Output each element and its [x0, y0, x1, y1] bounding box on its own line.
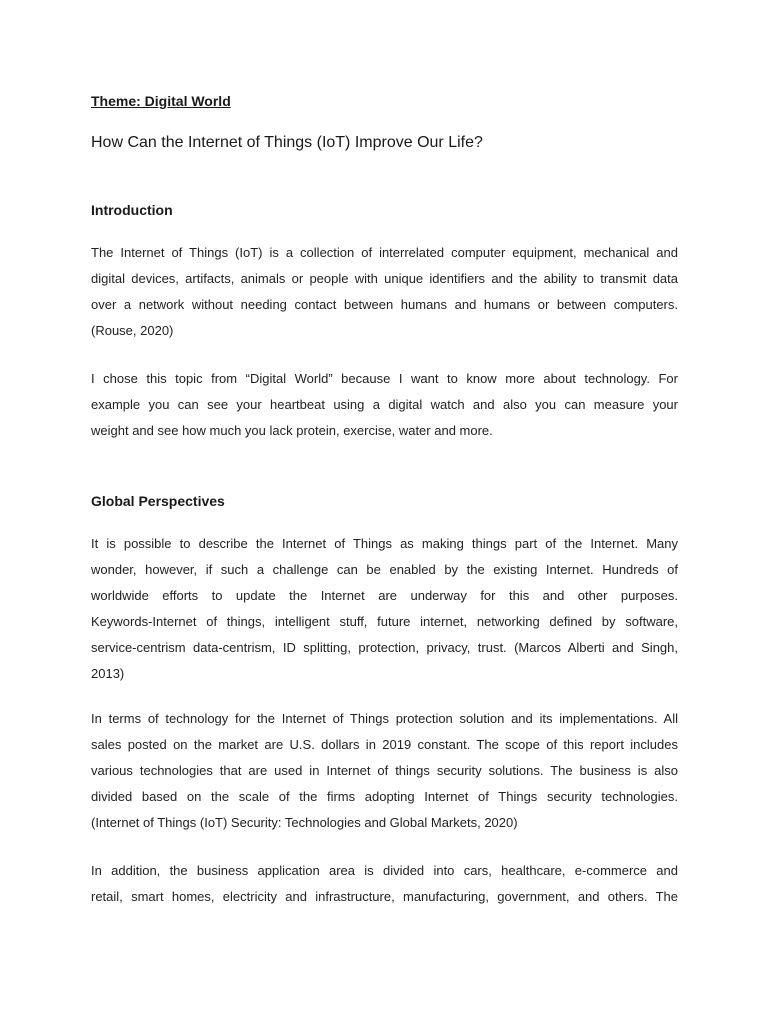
section-heading-global-perspectives: Global Perspectives: [91, 493, 225, 509]
text-line: It is possible to describe the Internet of Things as making things part of the Internet. Many: [91, 536, 678, 551]
section-heading-introduction: Introduction: [91, 202, 173, 218]
text-line: (Internet of Things (IoT) Security: Technologies and Global Markets, 2020): [91, 815, 518, 830]
text-line: sales posted on the market are U.S. dollars in 2019 constant. The scope of this report includes: [91, 737, 678, 752]
paragraph-intro-1: [91, 240, 678, 344]
text-line: service-centrism data-centrism, ID splitting, protection, privacy, trust. (Marcos Alberti and Singh,: [91, 640, 678, 655]
text-line: retail, smart homes, electricity and infrastructure, manufacturing, government, and others. The: [91, 889, 678, 904]
text-line: worldwide efforts to update the Internet are underway for this and other purposes.: [91, 588, 678, 603]
text-line: divided based on the scale of the firms adopting Internet of Things security technologies.: [91, 789, 678, 804]
paragraph-global-2: [91, 706, 678, 836]
text-line: The Internet of Things (IoT) is a collection of interrelated computer equipment, mechanical and: [91, 245, 678, 260]
text-line: 2013): [91, 666, 125, 681]
paragraph-intro-2: [91, 366, 678, 444]
theme-heading: Theme: Digital World: [91, 93, 231, 109]
text-line: example you can see your heartbeat using a digital watch and also you can measure your: [91, 397, 678, 412]
text-line: digital devices, artifacts, animals or people with unique identifiers and the ability to transmit data: [91, 271, 678, 286]
text-line: weight and see how much you lack protein, exercise, water and more.: [91, 423, 493, 438]
text-line: wonder, however, if such a challenge can be enabled by the existing Internet. Hundreds of: [91, 562, 678, 577]
text-line: various technologies that are used in Internet of things security solutions. The business is also: [91, 763, 678, 778]
text-line: In addition, the business application area is divided into cars, healthcare, e-commerce and: [91, 863, 678, 878]
text-line: In terms of technology for the Internet of Things protection solution and its implementations. All: [91, 711, 678, 726]
text-line: I chose this topic from “Digital World” because I want to know more about technology. For: [91, 371, 678, 386]
document-title: How Can the Internet of Things (IoT) Improve Our Life?: [91, 134, 483, 151]
paragraph-global-1: [91, 531, 678, 687]
text-line: Keywords-Internet of things, intelligent stuff, future internet, networking defined by software,: [91, 614, 678, 629]
text-line: (Rouse, 2020): [91, 323, 174, 338]
text-line: over a network without needing contact between humans and humans or between computers.: [91, 297, 678, 312]
paragraph-global-3: [91, 858, 678, 910]
